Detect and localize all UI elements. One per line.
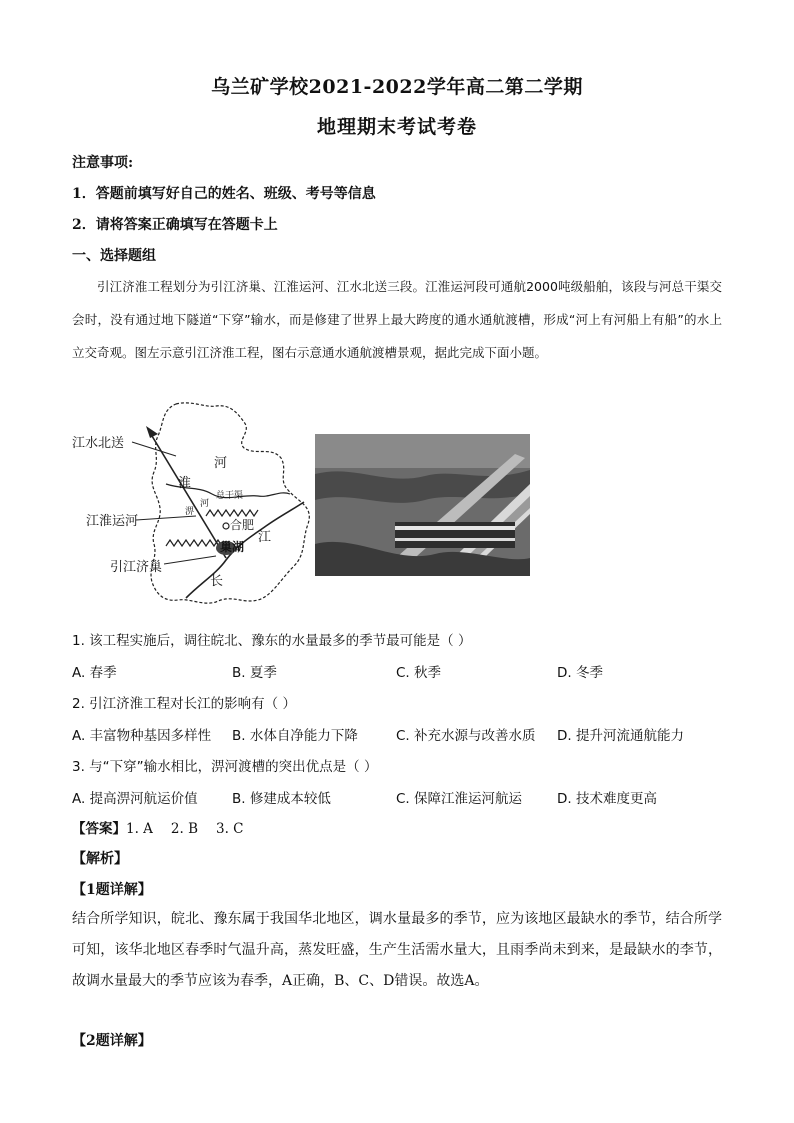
question-2-option-d: D. 提升河流通航能力 [557,728,684,744]
map-river-huai: 淮 [178,476,192,491]
answer-item-1: 1. A [126,821,153,837]
map-lake-chaohu: 巢湖 [220,540,245,554]
map-label-south: 引江济巢 [110,560,163,575]
map-city-hefei: 合肥 [230,518,255,532]
page-title: 乌兰矿学校2021-2022学年高二第二学期 [211,76,583,98]
analysis-q1-heading: 【1题详解】 [72,882,152,898]
notes-heading: 注意事项: [72,155,134,171]
question-3-option-d: D. 技术难度更高 [557,791,657,807]
analysis-q2-heading: 【2题详解】 [72,1033,152,1049]
notes-item-1: 1．答题前填写好自己的姓名、班级、考号等信息 [72,186,376,202]
answer-line [72,817,244,837]
map-river-he2: 河 [200,499,210,509]
passage-text: 引江济淮工程划分为引江济巢、江淮运河、江水北送三段。江淮运河段可通航2000吨级船舶，该段与河总干渠交会时，没有通过地下隧道“下穿”输水，而是修建了世界上最大跨度的通水通航渡槽，形成“河上有河船上有船”的水上立交奇观。图左示意引江济淮工程，图右示意通水通航渡槽景观，据此完成下面小题。 [72,279,722,360]
north-arrow-head [146,426,158,438]
question-2-option-a: A. 丰富物种基因多样性 [72,728,212,744]
map-river-pi: 淠 [185,507,195,517]
map-zonggan-label: 总干渠 [216,491,244,501]
analysis-q1-text: 结合所学知识，皖北、豫东属于我国华北地区，调水量最多的季节，应为该地区最缺水的季节，结合所学可知，该华北地区春季时气温升高，蒸发旺盛，生产生活需水量大，且雨季尚未到来，是最缺水的李节，故调水量最大的季节应该为春季，A正确，B、C、D错误。故选A。 [72,911,722,989]
question-1-stem: 1. 该工程实施后，调往皖北、豫东的水量最多的季节最可能是（ ） [72,633,472,649]
zonggan-canal-2 [166,540,222,546]
province-boundary [151,403,309,603]
question-2-stem: 2. 引江济淮工程对长江的影响有（ ） [72,696,296,712]
map-river-jiang: 江 [258,530,272,545]
notes-item-2: 2．请将答案正确填写在答题卡上 [72,217,278,233]
answer-item-3: 3. C [216,821,244,837]
page-subtitle: 地理期末考试考卷 [316,116,477,138]
section-heading: 一、选择题组 [72,248,156,264]
analysis-tag: 【解析】 [72,851,128,867]
question-1-option-b: B. 夏季 [232,665,277,681]
aqueduct-photo [315,434,530,576]
question-2-option-c: C. 补充水源与改善水质 [396,728,536,744]
question-3-option-b: B. 修建成本较低 [232,791,331,807]
answer-tag: 【答案】 [72,821,126,837]
question-1-option-d: D. 冬季 [557,665,603,681]
question-3-option-c: C. 保障江淮运河航运 [396,791,523,807]
question-3-option-a: A. 提高淠河航运价值 [72,791,198,807]
map-river-he: 河 [214,456,228,471]
project-map-figure [66,398,314,608]
answer-item-2: 2. B [170,821,199,837]
question-2-option-b: B. 水体自净能力下降 [232,728,358,744]
question-passage [72,270,722,369]
question-1-option-c: C. 秋季 [396,665,442,681]
leader-south [164,556,216,564]
question-1-option-a: A. 春季 [72,665,117,681]
hefei-city-marker [223,523,229,529]
question-3-stem: 3. 与“下穿”输水相比，淠河渡槽的突出优点是（ ） [72,759,378,775]
leader-north [132,442,176,456]
map-label-canal: 江淮运河 [86,514,139,529]
map-river-chang: 长 [210,574,224,589]
map-label-north: 江水北送 [72,436,125,451]
analysis-q1-body [72,904,722,997]
